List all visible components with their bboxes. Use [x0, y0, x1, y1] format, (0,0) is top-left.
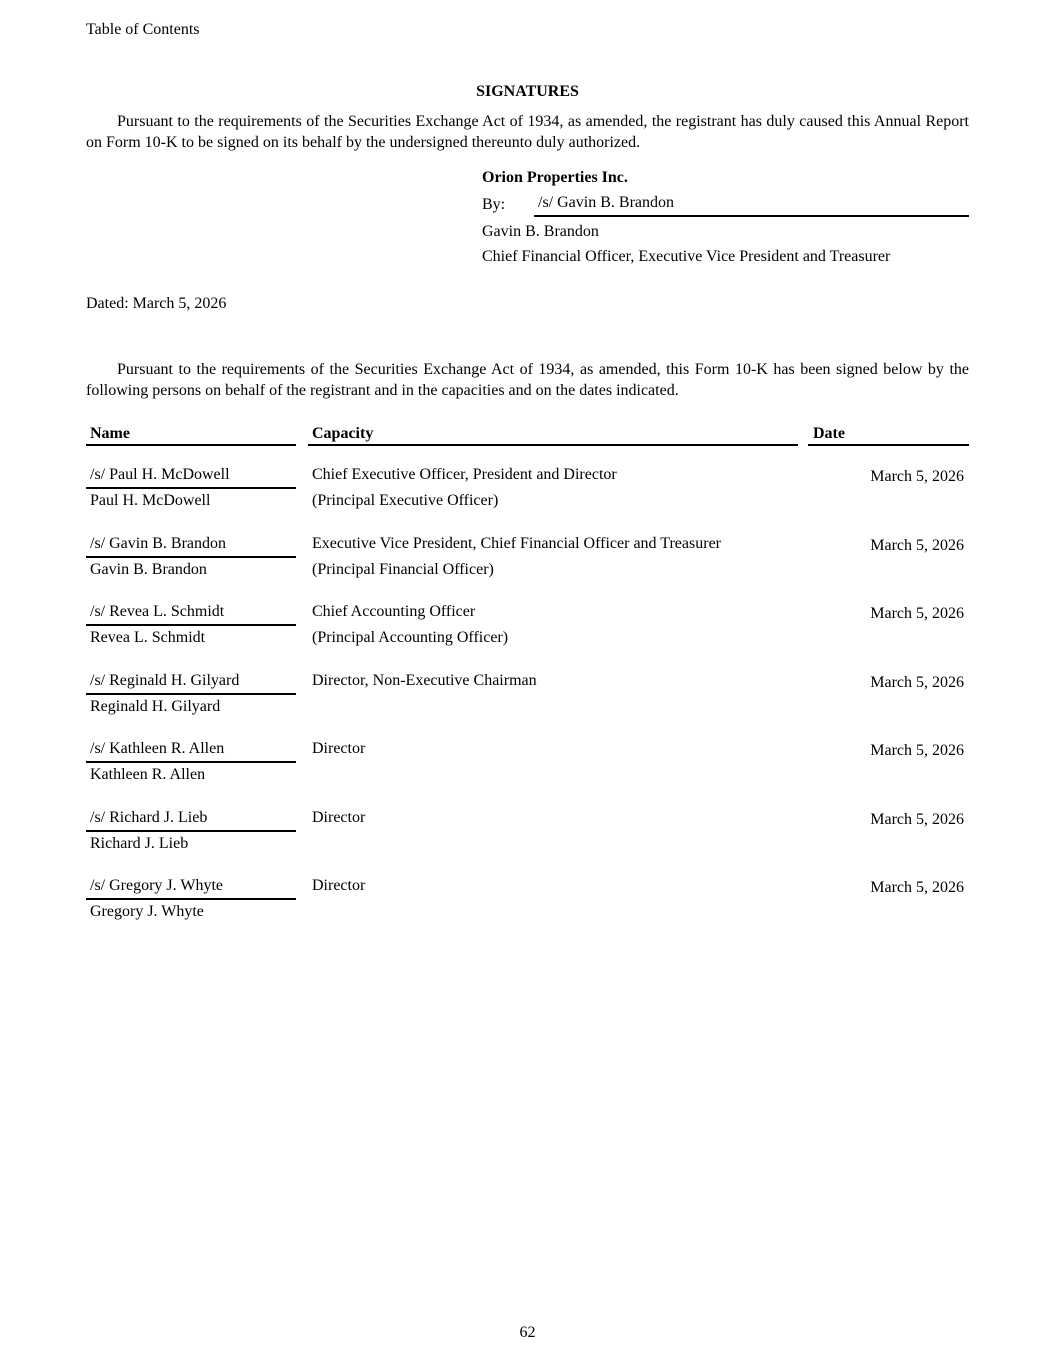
second-paragraph: Pursuant to the requirements of the Securities Exchange Act of 1934, as amended, this Form 10-K has been signed below by the following persons on behalf of the registrant and in the capacities and on the dates indicated. — [86, 361, 969, 399]
header-rule-name — [86, 444, 296, 446]
row-name: Revea L. Schmidt — [90, 629, 206, 646]
row-signature-line — [86, 830, 296, 832]
page-title: SIGNATURES — [476, 83, 579, 100]
row-capacity: Chief Executive Officer, President and Director — [312, 466, 617, 483]
column-header-capacity: Capacity — [312, 425, 374, 442]
row-signature-line — [86, 624, 296, 626]
column-header-date: Date — [813, 425, 845, 442]
row-signature: /s/ Gavin B. Brandon — [90, 535, 226, 552]
row-name: Kathleen R. Allen — [90, 766, 206, 783]
signer-title: Chief Financial Officer, Executive Vice President and Treasurer — [482, 248, 891, 265]
signature-row — [0, 534, 1055, 594]
header-rule-capacity — [308, 444, 798, 446]
dated-line: Dated: March 5, 2026 — [86, 295, 227, 312]
row-signature-line — [86, 761, 296, 763]
row-date: March 5, 2026 — [870, 742, 964, 759]
signature-row — [0, 808, 1055, 868]
row-capacity: Executive Vice President, Chief Financial Officer and Treasurer — [312, 535, 721, 552]
signature-row — [0, 876, 1055, 936]
page-number: 62 — [519, 1324, 536, 1341]
row-signature: /s/ Revea L. Schmidt — [90, 603, 225, 620]
row-signature: /s/ Richard J. Lieb — [90, 809, 208, 826]
row-capacity: Director — [312, 877, 366, 894]
row-name: Gavin B. Brandon — [90, 561, 207, 578]
row-date: March 5, 2026 — [870, 674, 964, 691]
row-signature: /s/ Paul H. McDowell — [90, 466, 230, 483]
registrant-name: Orion Properties Inc. — [482, 169, 628, 186]
row-capacity-detail: (Principal Financial Officer) — [312, 561, 494, 578]
signature-line — [534, 215, 969, 217]
row-name: Reginald H. Gilyard — [90, 698, 221, 715]
header-rule-date — [808, 444, 969, 446]
table-of-contents-link[interactable]: Table of Contents — [86, 21, 200, 38]
row-date: March 5, 2026 — [870, 811, 964, 828]
row-capacity-detail: (Principal Accounting Officer) — [312, 629, 509, 646]
row-date: March 5, 2026 — [870, 468, 964, 485]
signature-row — [0, 602, 1055, 662]
row-name: Richard J. Lieb — [90, 835, 189, 852]
row-capacity: Director — [312, 809, 366, 826]
row-date: March 5, 2026 — [870, 605, 964, 622]
row-signature: /s/ Gregory J. Whyte — [90, 877, 224, 894]
row-signature-line — [86, 556, 296, 558]
row-date: March 5, 2026 — [870, 537, 964, 554]
column-header-name: Name — [90, 425, 130, 442]
by-label: By: — [482, 196, 506, 213]
row-capacity: Director, Non-Executive Chairman — [312, 672, 537, 689]
signer-name: Gavin B. Brandon — [482, 223, 599, 240]
signature-row — [0, 671, 1055, 731]
intro-paragraph: Pursuant to the requirements of the Securities Exchange Act of 1934, as amended, the registrant has duly caused this Annual Report on Form 10-K to be signed on its behalf by the undersigned thereunto duly authorized. — [86, 113, 969, 151]
row-signature-line — [86, 693, 296, 695]
registrant-signature: /s/ Gavin B. Brandon — [538, 194, 674, 211]
row-signature: /s/ Reginald H. Gilyard — [90, 672, 240, 689]
row-name: Gregory J. Whyte — [90, 903, 204, 920]
row-capacity: Director — [312, 740, 366, 757]
row-capacity-detail: (Principal Executive Officer) — [312, 492, 499, 509]
row-date: March 5, 2026 — [870, 879, 964, 896]
signature-row — [0, 465, 1055, 525]
row-name: Paul H. McDowell — [90, 492, 211, 509]
row-signature-line — [86, 898, 296, 900]
row-capacity: Chief Accounting Officer — [312, 603, 476, 620]
row-signature-line — [86, 487, 296, 489]
signature-row — [0, 739, 1055, 799]
row-signature: /s/ Kathleen R. Allen — [90, 740, 225, 757]
